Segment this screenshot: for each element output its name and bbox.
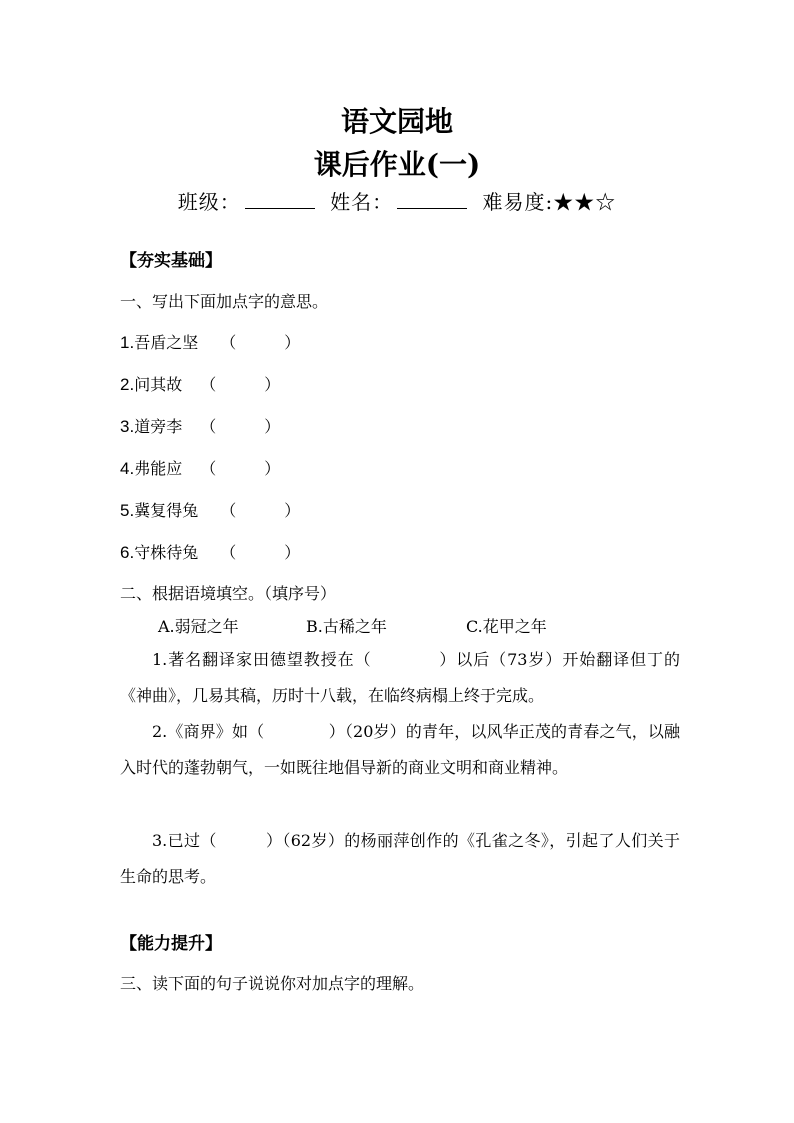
item-number: 4. xyxy=(120,459,135,478)
name-label: 姓名： xyxy=(330,190,394,214)
difficulty-rating: 难易度:★★☆ xyxy=(482,190,617,214)
question-2-prompt: 二、根据语境填空。（填序号） xyxy=(120,584,337,603)
class-blank[interactable] xyxy=(245,190,315,209)
item-number: 1. xyxy=(120,333,135,352)
option-a: A.弱冠之年 xyxy=(158,617,239,636)
list-item xyxy=(120,498,300,521)
paragraph-text: 1.著名翻译家田德望教授在（ ）以后（73岁）开始翻译但丁的《神曲》，几易其稿，历时十八载，在临终病榻上终于完成。 xyxy=(120,650,680,705)
question-1-prompt: 一、写出下面加点字的意思。 xyxy=(120,292,329,311)
item-text: 吾盾之坚 xyxy=(134,333,199,352)
list-item xyxy=(120,372,280,395)
item-text: 冀复得兔 xyxy=(134,501,199,520)
item-text: 道旁李 xyxy=(134,417,183,436)
class-label: 班级： xyxy=(177,190,241,214)
answer-blank[interactable]: （ ） xyxy=(200,375,281,394)
item-text: 问其故 xyxy=(134,375,183,394)
option-b: B.古稀之年 xyxy=(306,617,387,636)
list-item xyxy=(120,330,300,353)
item-text: 弗能应 xyxy=(134,459,183,478)
name-blank[interactable] xyxy=(397,190,467,209)
context-paragraph-2 xyxy=(120,714,680,786)
answer-blank[interactable]: （ ） xyxy=(220,333,301,352)
option-c: C.花甲之年 xyxy=(466,617,547,636)
answer-blank[interactable]: （ ） xyxy=(220,501,301,520)
item-text: 守株待兔 xyxy=(134,543,199,562)
context-paragraph-3 xyxy=(120,823,680,895)
item-number: 6. xyxy=(120,543,135,562)
page-title: 语文园地 xyxy=(340,105,453,138)
page-subtitle: 课后作业(一) xyxy=(313,148,481,181)
section-heading-basics: 【夯实基础】 xyxy=(120,251,222,271)
item-number: 3. xyxy=(120,417,135,436)
paragraph-text: 3.已过（ ）（62岁）的杨丽萍创作的《孔雀之冬》，引起了人们关于生命的思考。 xyxy=(120,831,680,886)
question-3-prompt: 三、读下面的句子说说你对加点字的理解。 xyxy=(120,974,425,993)
list-item xyxy=(120,456,280,479)
answer-blank[interactable]: （ ） xyxy=(200,459,281,478)
context-paragraph-1 xyxy=(120,642,680,714)
options-row xyxy=(158,614,547,637)
paragraph-text: 2.《商界》如（ ）（20岁）的青年，以风华正茂的青春之气，以融入时代的蓬勃朝气，一如既往地倡导新的商业文明和商业精神。 xyxy=(120,722,680,777)
list-item xyxy=(120,414,280,437)
item-number: 2. xyxy=(120,375,135,394)
answer-blank[interactable]: （ ） xyxy=(220,543,301,562)
student-info-line xyxy=(0,186,794,215)
item-number: 5. xyxy=(120,501,135,520)
answer-blank[interactable]: （ ） xyxy=(200,417,281,436)
list-item xyxy=(120,540,300,563)
section-heading-advanced: 【能力提升】 xyxy=(120,934,222,954)
